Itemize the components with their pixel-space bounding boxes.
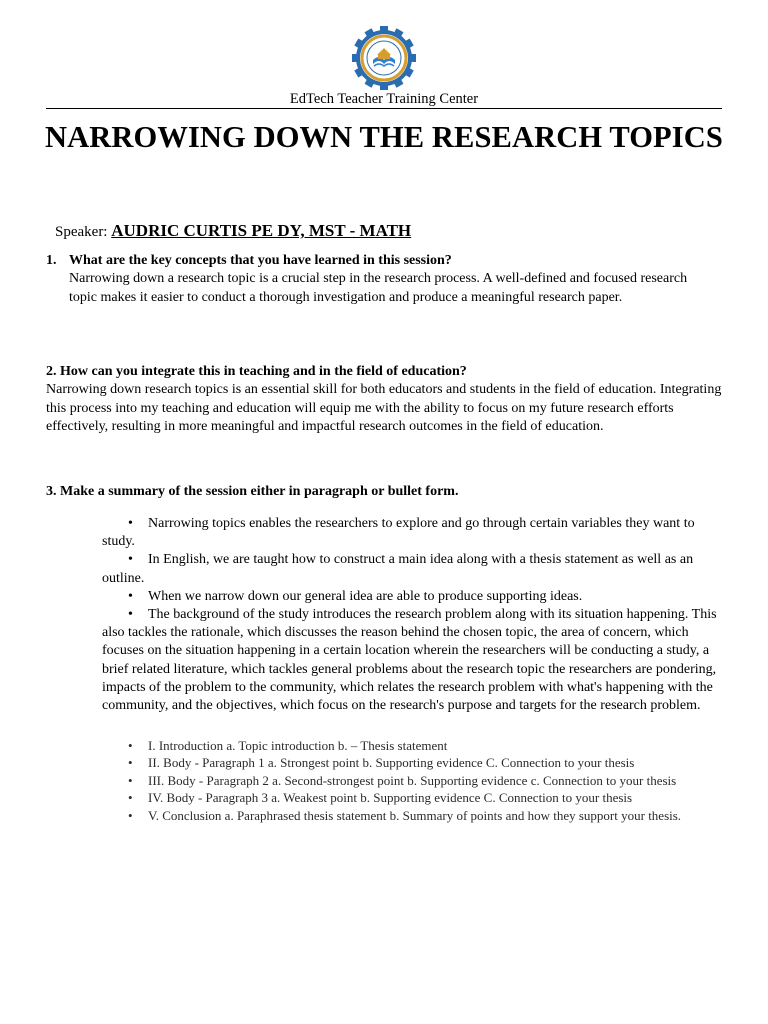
question-2-heading: 2. How can you integrate this in teaching and in the field of education? <box>46 364 467 379</box>
summary-bullet-list <box>102 515 722 715</box>
outline-item: • I. Introduction a. Topic introduction b. – Thesis statement <box>102 737 702 754</box>
question-3-heading: 3. Make a summary of the session either in paragraph or bullet form. <box>46 484 459 499</box>
speaker-line <box>55 221 411 242</box>
outline-item: • IV. Body - Paragraph 3 a. Weakest point b. Supporting evidence C. Connection to your thesis <box>102 789 702 806</box>
summary-bullet-item: • In English, we are taught how to construct a main idea along with a thesis statement as well as an outline. <box>102 551 722 587</box>
edtech-seal-logo-icon <box>352 26 416 90</box>
outline-item: • V. Conclusion a. Paraphrased thesis statement b. Summary of points and how they support your thesis. <box>102 807 702 824</box>
summary-bullet-item: • The background of the study introduces the research problem along with its situation happening. This also tackles the rationale, which discusses the reason behind the chosen topic, the area of concern, which focuses on the situation happening in a certain location wherein the researchers will be conducting a study, a brief related literature, which tackles general problems about the research topic the researchers are pondering, impacts of the problem to the community, which relates the research problem with what's happening with the community, and the objectives, which focus on the research's purpose and targets for the research problem. <box>102 606 722 715</box>
speaker-name: AUDRIC CURTIS PE DY, MST - MATH <box>111 221 412 240</box>
organization-name: EdTech Teacher Training Center <box>289 91 479 107</box>
question-1-number: 1. <box>46 253 57 268</box>
summary-bullet-item: • Narrowing topics enables the researchers to explore and go through certain variables they want to study. <box>102 515 722 551</box>
question-2-answer: Narrowing down research topics is an essential skill for both educators and students in the field of education. Integrating this process into my teaching and education will equip me with the ability to focus on my future research efforts effectively, resulting in more meaningful and impactful research outcomes in the field of education. <box>46 382 722 434</box>
header-divider <box>46 108 722 109</box>
document-title: NARROWING DOWN THE RESEARCH TOPICS <box>45 120 723 154</box>
speaker-label: Speaker: <box>55 224 108 240</box>
essay-outline-list <box>102 737 702 824</box>
outline-item: • III. Body - Paragraph 2 a. Second-strongest point b. Supporting evidence c. Connection to your thesis <box>102 772 702 789</box>
question-1-heading: What are the key concepts that you have learned in this session? <box>69 253 452 268</box>
outline-item: • II. Body - Paragraph 1 a. Strongest point b. Supporting evidence C. Connection to your thesis <box>102 754 702 771</box>
summary-bullet-item: • When we narrow down our general idea are able to produce supporting ideas. <box>102 588 722 606</box>
question-1-answer: Narrowing down a research topic is a crucial step in the research process. A well-defined and focused research topic makes it easier to conduct a thorough investigation and produce a meaningful research paper. <box>69 271 688 305</box>
